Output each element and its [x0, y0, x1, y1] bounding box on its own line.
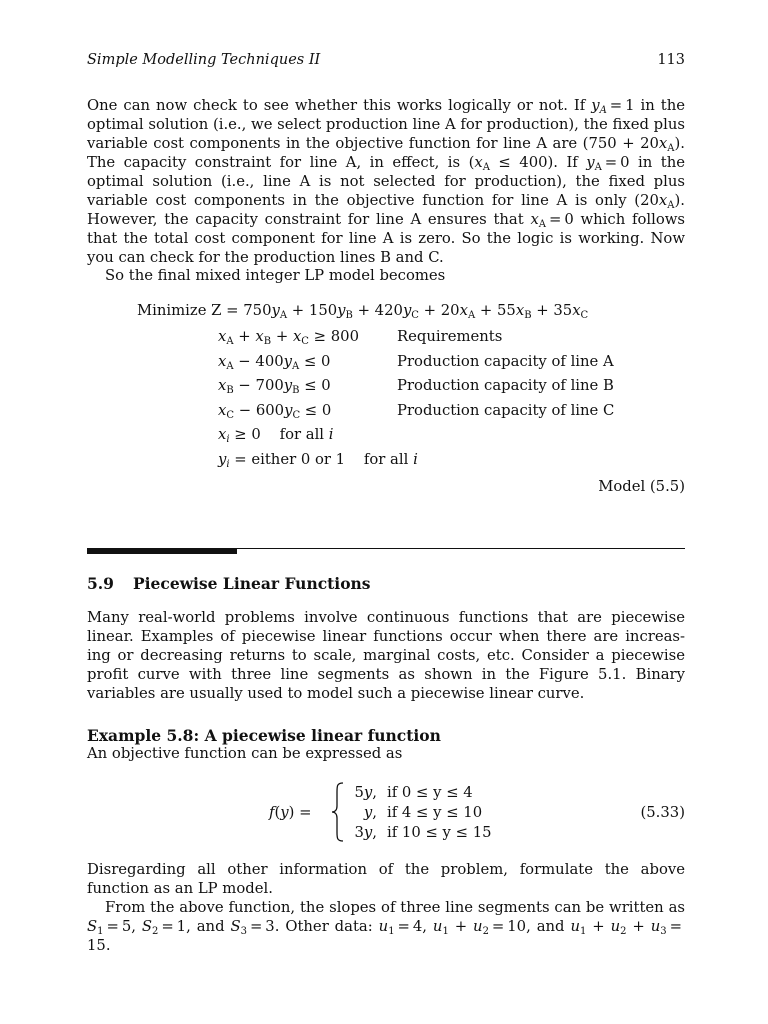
- case-expression: 3y,: [354, 824, 377, 841]
- constraint-expression: $y_i$ = either 0 or 1 for all i: [218, 451, 418, 470]
- section-divider-accent: [87, 548, 237, 554]
- section-number: 5.9: [87, 574, 114, 593]
- constraint-expression: $x_C - 600y_C \le 0$: [218, 401, 332, 421]
- constraint-row: [87, 328, 685, 350]
- constraint-description: Production capacity of line A: [397, 352, 614, 370]
- piecewise-equation: [87, 782, 685, 844]
- equation-number: (5.33): [640, 804, 685, 821]
- page-number: 113: [657, 52, 685, 68]
- running-head-title: Simple Modelling Techniques II: [87, 52, 321, 68]
- equation-case: [339, 784, 539, 804]
- constraint-expression: $x_B - 700y_B \le 0$: [218, 377, 331, 397]
- constraint-expression: $x_i \ge 0$ for all i: [218, 426, 334, 446]
- equation-case: [339, 804, 539, 824]
- constraint-row: [87, 451, 685, 473]
- paragraph-piecewise-intro: Many real-world problems involve continuous functions that are piecewise linear. Examples of piecewise linear functions occur when there are increas- ing or decreasing returns to scale, marginal costs, etc. Consider a piecewise profit curve with three line segments as shown in the Figure 5.1. Binary variables are usually used to model such a piecewise linear curve.: [87, 609, 685, 702]
- example-subtitle: An objective function can be expressed as: [87, 745, 403, 762]
- objective-function: Minimize $Z = 750y_A + 150y_B + 420y_C + 20x_A + 55x_B + 35x_C$: [137, 302, 589, 321]
- paragraph-slopes-text: From the above function, the slopes of three line segments can be written as $S_1 = 5$, $S_2 = 1$, and $S_3 = 3$. Other data: $u_1 = 4$, $u_1 + u_2 = 10$, and $u_1 + u_2 + u_3 = 15$.: [87, 899, 685, 954]
- section-heading: [87, 574, 371, 593]
- paragraph-slopes: [87, 898, 685, 955]
- constraint-description: Production capacity of line C: [397, 401, 615, 419]
- equation-case: [339, 824, 539, 844]
- constraint-row: [87, 377, 685, 399]
- constraint-row: [87, 426, 685, 448]
- case-condition: if 0 ≤ y ≤ 4: [387, 784, 473, 801]
- running-head: [87, 52, 685, 72]
- case-condition: if 10 ≤ y ≤ 15: [387, 824, 492, 841]
- constraint-expression: $x_A + x_B + x_C \ge 800$: [218, 328, 360, 347]
- equation-lhs: f(y) =: [269, 804, 312, 821]
- paragraph-final-model-intro: [87, 266, 685, 285]
- case-expression: y,: [363, 804, 377, 821]
- case-condition: if 4 ≤ y ≤ 10: [387, 804, 483, 821]
- paragraph-formulate: Disregarding all other information of the problem, formulate the above function as an LP model.: [87, 861, 685, 897]
- constraint-row: [87, 402, 685, 424]
- paragraph-logic-check: One can now check to see whether this works logically or not. If $y_A = 1$ in the optimal solution (i.e., we select production line A for production), the fixed plus variable cost components in the objective function for line A are $(750 + 20x_A)$. The capacity constraint for line A, in effect, is $(x_A \le 400)$. If $y_A = 0$ in the optimal solution (i.e., line A is not selected for production), the fixed plus variable cost components in the objective function for line A is only $(20x_A)$. However, the capacity constraint for line A ensures that $x_A = 0$ which follows that the total cost component for line A is zero. So the logic is working. Now you can check for the production lines B and C.: [87, 97, 685, 266]
- paragraph-final-model-intro-text: So the final mixed integer LP model becomes: [105, 267, 446, 284]
- constraint-description: Production capacity of line B: [397, 377, 614, 395]
- constraint-expression: $x_A - 400y_A \le 0$: [218, 352, 331, 372]
- case-expression: 5y,: [354, 784, 377, 801]
- section-title: Piecewise Linear Functions: [133, 574, 371, 593]
- constraint-row: [87, 353, 685, 375]
- constraint-description: Requirements: [397, 328, 503, 345]
- model-label: Model (5.5): [598, 478, 685, 495]
- example-title: Example 5.8: A piecewise linear function: [87, 726, 441, 745]
